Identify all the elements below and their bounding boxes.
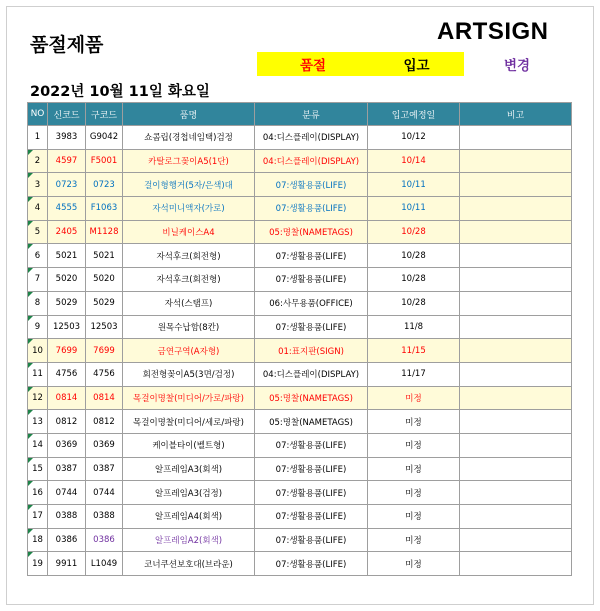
cell-comment-marker-icon bbox=[28, 363, 33, 368]
cell-old-code: 0723 bbox=[86, 173, 123, 197]
cell-old-code: 0744 bbox=[86, 481, 123, 505]
header-category: 분류 bbox=[255, 103, 368, 126]
cell-comment-marker-icon bbox=[28, 292, 33, 297]
cell-comment-marker-icon bbox=[28, 387, 33, 392]
table-row bbox=[28, 268, 572, 292]
cell-note bbox=[460, 457, 572, 481]
cell-note bbox=[460, 126, 572, 150]
cell-eta: 10/28 bbox=[368, 220, 460, 244]
cell-note bbox=[460, 244, 572, 268]
cell-new-code: 0388 bbox=[48, 505, 86, 529]
cell-old-code: 5020 bbox=[86, 268, 123, 292]
table-body bbox=[28, 126, 572, 576]
cell-category: 07:생활용품(LIFE) bbox=[255, 505, 368, 529]
cell-product-name: 알프레임A2(회색) bbox=[123, 528, 255, 552]
table-row bbox=[28, 362, 572, 386]
cell-no bbox=[28, 149, 48, 173]
cell-note bbox=[460, 197, 572, 221]
cell-old-code: 5021 bbox=[86, 244, 123, 268]
cell-note bbox=[460, 220, 572, 244]
cell-no-text: 16 bbox=[32, 487, 43, 498]
cell-no-text: 10 bbox=[32, 345, 43, 356]
cell-old-code: 0387 bbox=[86, 457, 123, 481]
cell-note bbox=[460, 362, 572, 386]
cell-comment-marker-icon bbox=[28, 339, 33, 344]
cell-category: 07:생활용품(LIFE) bbox=[255, 481, 368, 505]
cell-new-code: 3983 bbox=[48, 126, 86, 150]
cell-product-name: 목걸이명찰(미디어/가로/파랑) bbox=[123, 386, 255, 410]
cell-eta: 11/8 bbox=[368, 315, 460, 339]
cell-comment-marker-icon bbox=[28, 221, 33, 226]
cell-note bbox=[460, 268, 572, 292]
legend-restock: 입고 bbox=[369, 52, 464, 76]
cell-no bbox=[28, 197, 48, 221]
cell-no bbox=[28, 173, 48, 197]
cell-note bbox=[460, 339, 572, 363]
cell-category: 04:디스플레이(DISPLAY) bbox=[255, 126, 368, 150]
cell-category: 07:생활용품(LIFE) bbox=[255, 173, 368, 197]
cell-no bbox=[28, 339, 48, 363]
cell-old-code: 0814 bbox=[86, 386, 123, 410]
cell-note bbox=[460, 433, 572, 457]
cell-new-code: 0744 bbox=[48, 481, 86, 505]
cell-category: 07:생활용품(LIFE) bbox=[255, 457, 368, 481]
cell-eta: 10/11 bbox=[368, 173, 460, 197]
table-row bbox=[28, 457, 572, 481]
table-row bbox=[28, 220, 572, 244]
cell-new-code: 4555 bbox=[48, 197, 86, 221]
cell-no-text: 18 bbox=[32, 535, 43, 546]
legend-change: 변경 bbox=[503, 58, 531, 74]
cell-old-code: 5029 bbox=[86, 291, 123, 315]
cell-old-code: 0386 bbox=[86, 528, 123, 552]
table-row bbox=[28, 481, 572, 505]
cell-eta: 미정 bbox=[368, 481, 460, 505]
cell-comment-marker-icon bbox=[28, 481, 33, 486]
cell-eta: 미정 bbox=[368, 552, 460, 576]
cell-no-text: 17 bbox=[32, 511, 43, 522]
cell-old-code: 7699 bbox=[86, 339, 123, 363]
cell-no-text: 12 bbox=[32, 392, 43, 403]
cell-note bbox=[460, 410, 572, 434]
report-date: 2022년 10월 11일 화요일 bbox=[30, 84, 210, 100]
cell-new-code: 5029 bbox=[48, 291, 86, 315]
cell-product-name: 알프레임A3(검정) bbox=[123, 481, 255, 505]
cell-old-code: L1049 bbox=[86, 552, 123, 576]
cell-product-name: 자석(스탬프) bbox=[123, 291, 255, 315]
cell-product-name: 원목수납함(8칸) bbox=[123, 315, 255, 339]
cell-product-name: 목걸이명찰(미디어/세로/파랑) bbox=[123, 410, 255, 434]
cell-new-code: 0812 bbox=[48, 410, 86, 434]
cell-eta: 미정 bbox=[368, 528, 460, 552]
cell-no bbox=[28, 220, 48, 244]
cell-note bbox=[460, 481, 572, 505]
cell-no bbox=[28, 528, 48, 552]
cell-category: 07:생활용품(LIFE) bbox=[255, 197, 368, 221]
cell-category: 06:사무용품(OFFICE) bbox=[255, 291, 368, 315]
table-row bbox=[28, 244, 572, 268]
cell-no bbox=[28, 362, 48, 386]
cell-no-text: 5 bbox=[34, 227, 41, 238]
table-row bbox=[28, 505, 572, 529]
cell-old-code: F1063 bbox=[86, 197, 123, 221]
cell-comment-marker-icon bbox=[28, 505, 33, 510]
cell-old-code: M1128 bbox=[86, 220, 123, 244]
cell-old-code: 0812 bbox=[86, 410, 123, 434]
cell-no bbox=[28, 126, 48, 150]
cell-note bbox=[460, 173, 572, 197]
cell-eta: 미정 bbox=[368, 433, 460, 457]
cell-product-name: 걸이형행거(5자/은색)대 bbox=[123, 173, 255, 197]
cell-comment-marker-icon bbox=[28, 197, 33, 202]
cell-eta: 10/28 bbox=[368, 268, 460, 292]
cell-comment-marker-icon bbox=[28, 410, 33, 415]
cell-no-text: 2 bbox=[34, 156, 41, 167]
cell-no bbox=[28, 457, 48, 481]
cell-comment-marker-icon bbox=[28, 552, 33, 557]
cell-no-text: 6 bbox=[34, 250, 41, 261]
cell-old-code: 4756 bbox=[86, 362, 123, 386]
cell-note bbox=[460, 528, 572, 552]
cell-category: 07:생활용품(LIFE) bbox=[255, 315, 368, 339]
cell-category: 04:디스플레이(DISPLAY) bbox=[255, 362, 368, 386]
table-row bbox=[28, 173, 572, 197]
cell-category: 04:디스플레이(DISPLAY) bbox=[255, 149, 368, 173]
cell-new-code: 5021 bbox=[48, 244, 86, 268]
table-row bbox=[28, 386, 572, 410]
cell-eta: 미정 bbox=[368, 386, 460, 410]
cell-product-name: 알프레임A3(회색) bbox=[123, 457, 255, 481]
cell-comment-marker-icon bbox=[28, 244, 33, 249]
cell-category: 05:명찰(NAMETAGS) bbox=[255, 410, 368, 434]
table-row bbox=[28, 528, 572, 552]
cell-eta: 미정 bbox=[368, 457, 460, 481]
cell-old-code: F5001 bbox=[86, 149, 123, 173]
table-row bbox=[28, 126, 572, 150]
cell-no bbox=[28, 315, 48, 339]
cell-product-name: 자석후크(회전형) bbox=[123, 244, 255, 268]
cell-new-code: 2405 bbox=[48, 220, 86, 244]
product-table bbox=[27, 102, 572, 576]
cell-eta: 11/17 bbox=[368, 362, 460, 386]
cell-old-code: 0388 bbox=[86, 505, 123, 529]
cell-note bbox=[460, 552, 572, 576]
cell-no bbox=[28, 386, 48, 410]
cell-no bbox=[28, 244, 48, 268]
cell-category: 05:명찰(NAMETAGS) bbox=[255, 220, 368, 244]
brand-logo: ARTSIGN bbox=[437, 18, 549, 45]
cell-no bbox=[28, 552, 48, 576]
cell-product-name: 알프레임A4(회색) bbox=[123, 505, 255, 529]
cell-eta: 11/15 bbox=[368, 339, 460, 363]
cell-comment-marker-icon bbox=[28, 529, 33, 534]
table-row bbox=[28, 315, 572, 339]
cell-eta: 미정 bbox=[368, 505, 460, 529]
cell-new-code: 0723 bbox=[48, 173, 86, 197]
cell-comment-marker-icon bbox=[28, 434, 33, 439]
cell-new-code: 5020 bbox=[48, 268, 86, 292]
table-row bbox=[28, 433, 572, 457]
cell-new-code: 4597 bbox=[48, 149, 86, 173]
header-eta: 입고예정일 bbox=[368, 103, 460, 126]
cell-eta: 10/12 bbox=[368, 126, 460, 150]
cell-no-text: 11 bbox=[32, 369, 43, 380]
cell-eta: 10/11 bbox=[368, 197, 460, 221]
cell-comment-marker-icon bbox=[28, 268, 33, 273]
header-note: 비고 bbox=[460, 103, 572, 126]
cell-new-code: 4756 bbox=[48, 362, 86, 386]
cell-note bbox=[460, 149, 572, 173]
cell-no-text: 14 bbox=[32, 440, 43, 451]
legend-out-of-stock: 품절 bbox=[257, 52, 369, 76]
cell-no bbox=[28, 433, 48, 457]
cell-new-code: 0387 bbox=[48, 457, 86, 481]
cell-no-text: 19 bbox=[32, 558, 43, 569]
cell-product-name: 자석후크(회전형) bbox=[123, 268, 255, 292]
cell-product-name: 비닐케이스A4 bbox=[123, 220, 255, 244]
table-row bbox=[28, 339, 572, 363]
cell-old-code: 0369 bbox=[86, 433, 123, 457]
cell-no bbox=[28, 291, 48, 315]
cell-no bbox=[28, 410, 48, 434]
cell-comment-marker-icon bbox=[28, 150, 33, 155]
cell-new-code: 12503 bbox=[48, 315, 86, 339]
cell-no-text: 9 bbox=[34, 321, 41, 332]
cell-comment-marker-icon bbox=[28, 316, 33, 321]
cell-eta: 10/28 bbox=[368, 244, 460, 268]
cell-new-code: 0369 bbox=[48, 433, 86, 457]
cell-category: 07:생활용품(LIFE) bbox=[255, 244, 368, 268]
header-no: NO bbox=[28, 103, 48, 126]
cell-product-name: 자석미니액자(가로) bbox=[123, 197, 255, 221]
table-row bbox=[28, 149, 572, 173]
table-header-row bbox=[28, 103, 572, 126]
cell-product-name: 쇼콤립(경첩네임택)검정 bbox=[123, 126, 255, 150]
cell-no-text: 8 bbox=[34, 298, 41, 309]
cell-old-code: G9042 bbox=[86, 126, 123, 150]
table-row bbox=[28, 291, 572, 315]
page-title: 품절제품 bbox=[30, 34, 104, 56]
cell-category: 05:명찰(NAMETAGS) bbox=[255, 386, 368, 410]
cell-no-text: 15 bbox=[32, 463, 43, 474]
cell-no-text: 1 bbox=[34, 132, 41, 143]
cell-product-name: 케이블타이(벨트형) bbox=[123, 433, 255, 457]
cell-category: 07:생활용품(LIFE) bbox=[255, 268, 368, 292]
cell-old-code: 12503 bbox=[86, 315, 123, 339]
table-row bbox=[28, 197, 572, 221]
cell-no-text: 13 bbox=[32, 416, 43, 427]
cell-eta: 10/28 bbox=[368, 291, 460, 315]
cell-product-name: 금연구역(A자형) bbox=[123, 339, 255, 363]
cell-comment-marker-icon bbox=[28, 173, 33, 178]
table-row bbox=[28, 410, 572, 434]
cell-note bbox=[460, 505, 572, 529]
cell-new-code: 7699 bbox=[48, 339, 86, 363]
cell-new-code: 0386 bbox=[48, 528, 86, 552]
cell-no-text: 3 bbox=[34, 179, 41, 190]
header-old-code: 구코드 bbox=[86, 103, 123, 126]
cell-no bbox=[28, 481, 48, 505]
cell-no bbox=[28, 268, 48, 292]
cell-no-text: 7 bbox=[34, 274, 41, 285]
cell-note bbox=[460, 386, 572, 410]
cell-note bbox=[460, 315, 572, 339]
cell-note bbox=[460, 291, 572, 315]
cell-product-name: 코너쿠션보호대(브라운) bbox=[123, 552, 255, 576]
cell-product-name: 회전형꽂이A5(3면/검정) bbox=[123, 362, 255, 386]
header-new-code: 신코드 bbox=[48, 103, 86, 126]
cell-new-code: 9911 bbox=[48, 552, 86, 576]
header-product-name: 품명 bbox=[123, 103, 255, 126]
cell-eta: 10/14 bbox=[368, 149, 460, 173]
cell-no bbox=[28, 505, 48, 529]
cell-eta: 미정 bbox=[368, 410, 460, 434]
cell-category: 07:생활용품(LIFE) bbox=[255, 552, 368, 576]
cell-category: 07:생활용품(LIFE) bbox=[255, 433, 368, 457]
cell-product-name: 카탈로그꽂이A5(1단) bbox=[123, 149, 255, 173]
table-row bbox=[28, 552, 572, 576]
cell-category: 01:표지판(SIGN) bbox=[255, 339, 368, 363]
cell-no-text: 4 bbox=[34, 203, 41, 214]
cell-new-code: 0814 bbox=[48, 386, 86, 410]
cell-comment-marker-icon bbox=[28, 458, 33, 463]
cell-category: 07:생활용품(LIFE) bbox=[255, 528, 368, 552]
